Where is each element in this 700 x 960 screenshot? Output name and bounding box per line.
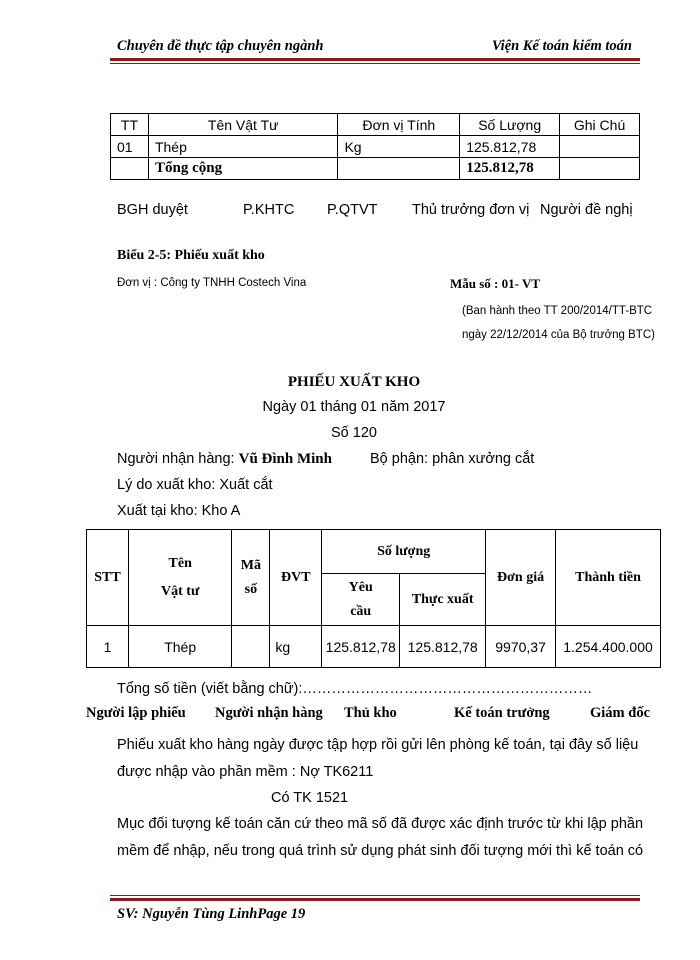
receiver-name: Vũ Đình Minh <box>238 451 332 467</box>
col-yeu-cau-1: Yêu <box>348 579 373 595</box>
approval-qtvt: P.QTVT <box>327 202 378 218</box>
para2-line1: Mục đối tượng kế toán căn cứ theo mã số đã được xác định trước từ khi lập phần <box>117 816 644 832</box>
table-header-row <box>111 114 640 136</box>
header-left: Chuyên đề thực tập chuyên ngành <box>117 38 324 54</box>
col-dvt: ĐVT <box>270 530 322 626</box>
table-header-row <box>87 530 661 574</box>
department: Bộ phận: phân xưởng cắt <box>370 451 535 467</box>
col-header: Số Lượng <box>460 114 560 136</box>
cell-ma <box>232 626 270 668</box>
material-table <box>110 113 640 180</box>
total-value: 125.812,78 <box>460 158 560 180</box>
approval-de-nghi: Người đề nghị <box>540 202 633 218</box>
cell: Kg <box>338 136 460 158</box>
issued-by-line2: ngày 22/12/2014 của Bộ trưởng BTC) <box>462 329 655 341</box>
form-date: Ngày 01 tháng 01 năm 2017 <box>262 399 446 415</box>
sig-lap-phieu: Người lập phiếu <box>86 705 186 721</box>
receiver-label: Người nhận hàng: <box>117 451 239 467</box>
col-ten-2: Vật tư <box>161 583 200 599</box>
cell-don-gia: 9970,37 <box>486 626 556 668</box>
table-row <box>111 136 640 158</box>
col-stt: STT <box>87 530 129 626</box>
cell <box>560 136 640 158</box>
total-in-words: Tổng số tiền (viết bằng chữ):…………………………………………………… <box>117 681 593 697</box>
form-caption: Biểu 2-5: Phiếu xuất kho <box>117 248 265 263</box>
form-number-seq: Số 120 <box>331 425 377 441</box>
cell: Thép <box>148 136 338 158</box>
cell-dvt: kg <box>270 626 322 668</box>
issued-by-line1: (Ban hành theo TT 200/2014/TT-BTC <box>462 305 653 317</box>
para2-line2: mềm để nhập, nếu trong quá trình sử dụng phát sinh đối tượng mới thì kế toán có <box>117 843 644 859</box>
receiver-line <box>117 451 332 468</box>
col-header: Ghi Chú <box>560 114 640 136</box>
cell-yeu-cau: 125.812,78 <box>322 626 400 668</box>
approval-thu-truong: Thủ trưởng đơn vị <box>412 202 530 218</box>
cell-ten: Thép <box>128 626 232 668</box>
footer-rule <box>110 898 640 901</box>
col-header: Đơn vị Tính <box>338 114 460 136</box>
cell: 01 <box>111 136 149 158</box>
total-label: Tổng cộng <box>148 158 338 180</box>
header-right: Viện Kế toán kiểm toán <box>491 38 632 54</box>
col-ma <box>232 530 270 626</box>
header-rule <box>110 58 640 61</box>
cell: 125.812,78 <box>460 136 560 158</box>
table-row <box>87 626 661 668</box>
col-yeu-cau-2: cầu <box>350 603 372 619</box>
col-thanh-tien: Thành tiền <box>556 530 661 626</box>
cell <box>560 158 640 180</box>
warehouse: Xuất tại kho: Kho A <box>117 503 241 519</box>
col-ma-1: Mã <box>240 557 262 573</box>
company-unit: Đơn vị : Công ty TNHH Costech Vina <box>117 277 307 289</box>
sig-ke-toan: Kế toán trưởng <box>454 705 550 721</box>
para1-line1: Phiếu xuất kho hàng ngày được tập hợp rồi gửi lên phòng kế toán, tại đây số liệu <box>117 737 639 753</box>
reason: Lý do xuất kho: Xuất cắt <box>117 477 273 493</box>
para1-line3: Có TK 1521 <box>271 790 349 806</box>
col-header: TT <box>111 114 149 136</box>
cell <box>338 158 460 180</box>
page-title: PHIẾU XUẤT KHO <box>287 374 421 390</box>
cell-thanh-tien: 1.254.400.000 <box>556 626 661 668</box>
col-yeu-cau <box>322 574 400 626</box>
col-don-gia: Đơn giá <box>486 530 556 626</box>
approval-bgh: BGH duyệt <box>117 202 188 218</box>
sig-giam-doc: Giám đốc <box>590 705 651 721</box>
footer-text: SV: Nguyễn Tùng LinhPage 19 <box>117 906 306 922</box>
approval-khtc: P.KHTC <box>243 202 295 218</box>
sig-nhan-hang: Người nhận hàng <box>215 705 323 721</box>
cell-thuc-xuat: 125.812,78 <box>400 626 486 668</box>
sig-thu-kho: Thủ kho <box>344 705 397 721</box>
col-header: Tên Vật Tư <box>148 114 338 136</box>
cell <box>111 158 149 180</box>
col-so-luong: Số lượng <box>322 530 486 574</box>
cell-stt: 1 <box>87 626 129 668</box>
footer-rule-thin <box>110 895 640 896</box>
form-number: Mẫu số : 01- VT <box>450 276 541 291</box>
total-row <box>111 158 640 180</box>
header-rule-thin <box>110 63 640 64</box>
col-ma-2: số <box>244 581 258 597</box>
col-thuc-xuat: Thực xuất <box>400 574 486 626</box>
col-ten-1: Tên <box>168 555 192 571</box>
para1-line2: được nhập vào phần mềm : Nợ TK6211 <box>117 764 374 780</box>
issue-table <box>86 529 661 668</box>
col-ten <box>128 530 232 626</box>
